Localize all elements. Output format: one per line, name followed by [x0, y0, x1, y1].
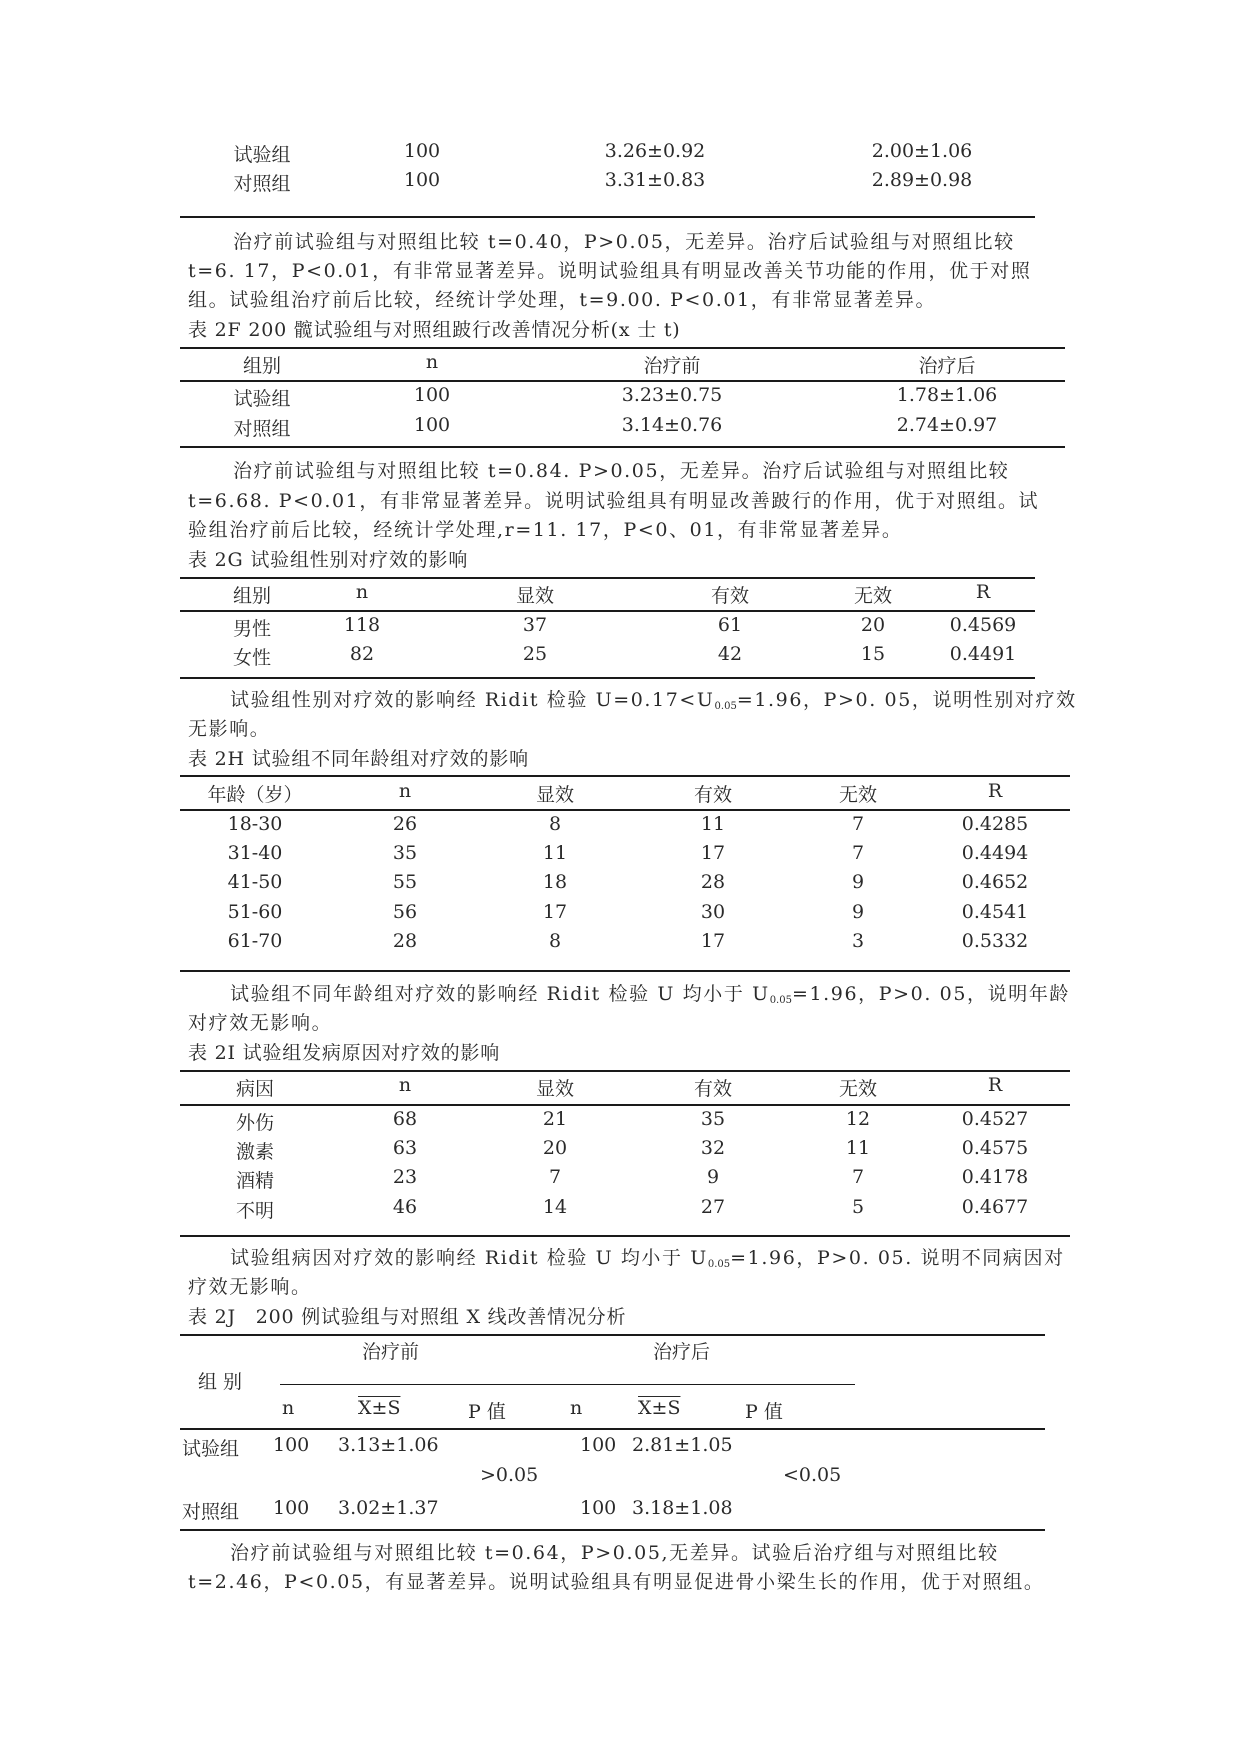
table-cell: 51-60 [227, 900, 283, 923]
header-cell: 无效 [838, 784, 878, 806]
table-bottom-rule [180, 1529, 1045, 1531]
cell-group: 试验组 [182, 1438, 240, 1460]
table-cell: 61-70 [227, 929, 283, 952]
table-header-rule [180, 1104, 1070, 1106]
header-cell: 治疗后 [918, 355, 976, 377]
cell-before: 3.14±0.76 [621, 414, 723, 436]
table-cell: 17 [700, 929, 726, 952]
table-bottom-rule [180, 970, 1070, 972]
cell-n-after: 100 [580, 1497, 617, 1519]
header-after: 治疗后 [653, 1341, 711, 1363]
table-cell: 20 [542, 1137, 568, 1160]
cell-n-after: 100 [580, 1434, 617, 1456]
table-cell: 42 [717, 643, 743, 665]
table-cell: 28 [392, 929, 418, 952]
table-cell: 23 [392, 1166, 418, 1189]
table-cell: 7 [548, 1166, 562, 1189]
cell-before: 3.02±1.37 [338, 1497, 439, 1519]
cell-before: 3.26±0.92 [604, 140, 706, 162]
text-run: =1.96，P>0. 05. 说明不同病因对 [730, 1247, 1065, 1269]
paragraph-line: t=6. 17，P<0.01，有非常显著差异。说明试验组具有明显改善关节功能的作用，优于对照 [188, 260, 1032, 282]
cell-after: 2.89±0.98 [871, 169, 973, 191]
table-cell: 5 [851, 1195, 865, 1218]
header-before: 治疗前 [362, 1341, 420, 1363]
header-cell: R [987, 780, 1003, 802]
table-cell: 17 [542, 900, 568, 923]
cell-n: 100 [413, 414, 451, 436]
cell-n: 100 [413, 384, 451, 406]
table-bottom-rule [180, 446, 1065, 448]
table-cell: 0.4569 [949, 614, 1017, 636]
cell-group: 试验组 [233, 144, 291, 166]
header-p-before: P 值 [468, 1401, 506, 1423]
table-caption: 表 2F 200 髋试验组与对照组跛行改善情况分析(x 士 t) [188, 319, 681, 341]
table-bottom-rule [180, 1235, 1070, 1237]
cell-after: 2.74±0.97 [896, 414, 998, 436]
table-cell: 30 [700, 900, 726, 923]
cell-after: 2.81±1.05 [632, 1434, 733, 1456]
header-cell: 显效 [515, 585, 555, 607]
table-cell: 8 [548, 813, 562, 835]
table-cell: 0.4677 [961, 1195, 1029, 1218]
header-cell: R [987, 1074, 1003, 1096]
cell-group: 试验组 [233, 388, 291, 410]
subscript: 0.05 [714, 701, 737, 712]
table-cell: 14 [542, 1195, 568, 1218]
table-cell: 27 [700, 1195, 726, 1218]
table-cell: 46 [392, 1195, 418, 1218]
table-cell: 男性 [232, 618, 272, 640]
table-cell: 外伤 [235, 1112, 275, 1134]
table-cell: 0.4652 [961, 871, 1029, 894]
header-cell: n [398, 1074, 412, 1096]
table-cell: 9 [851, 871, 865, 894]
table-caption: 表 2G 试验组性别对疗效的影响 [188, 549, 469, 571]
paragraph-line: 对疗效无影响。 [188, 1012, 333, 1034]
cell-n: 100 [403, 140, 441, 162]
table-cell: 7 [851, 1166, 865, 1189]
header-cell: 有效 [693, 1078, 733, 1100]
table-cell: 35 [700, 1108, 726, 1130]
table-cell: 0.4285 [961, 813, 1029, 835]
table-cell: 55 [392, 871, 418, 894]
subscript: 0.05 [769, 995, 792, 1006]
header-group: 组 别 [198, 1371, 243, 1393]
table-cell: 15 [860, 643, 886, 665]
table-cell: 37 [522, 614, 548, 636]
table-top-rule [180, 347, 1065, 349]
table-cell: 0.4494 [961, 842, 1029, 865]
text-run: 试验组性别对疗效的影响经 Ridit 检验 U=0.17<U [230, 689, 715, 711]
text-run: =1.96，P>0. 05，说明性别对疗效 [736, 689, 1077, 711]
table-cell: 9 [706, 1166, 720, 1189]
paragraph-line: t=6.68. P<0.01，有非常显著差异。说明试验组具有明显改善跛行的作用，优于对照组。试 [188, 490, 1040, 512]
cell-after: 3.18±1.08 [632, 1497, 733, 1519]
table-cell: 0.4541 [961, 900, 1029, 923]
table-cell: 11 [700, 813, 726, 835]
cell-after: 2.00±1.06 [871, 140, 973, 162]
header-mean-sd-before: X±S [358, 1397, 401, 1419]
table-top-rule [180, 1334, 1045, 1336]
header-cell: n [425, 351, 439, 373]
header-cell: n [355, 581, 369, 603]
header-n-after: n [570, 1397, 583, 1419]
table-cell: 32 [700, 1137, 726, 1160]
table-top-rule [180, 775, 1070, 777]
table-header-rule [180, 380, 1065, 382]
header-p-after: P 值 [745, 1401, 783, 1423]
cell-p-before: >0.05 [480, 1464, 539, 1486]
header-cell: 组别 [242, 355, 282, 377]
table-caption: 表 2J 200 例试验组与对照组 X 线改善情况分析 [188, 1306, 627, 1328]
table-header-rule [180, 809, 1070, 811]
table-cell: 18-30 [227, 813, 283, 835]
paragraph-line: 组。试验组治疗前后比较，经统计学处理，t=9.00. P<0.01，有非常显著差异。 [188, 289, 937, 311]
paragraph-line: t=2.46，P<0.05，有显著差异。说明试验组具有明显促进骨小梁生长的作用，优于对照组。 [188, 1571, 1045, 1593]
table-header-rule [180, 610, 1035, 612]
header-mean-sd-after: X±S [638, 1397, 681, 1419]
header-cell: 治疗前 [643, 355, 701, 377]
table-cell: 28 [700, 871, 726, 894]
cell-group: 对照组 [182, 1501, 240, 1523]
table-bottom-rule [180, 216, 1035, 218]
table-cell: 9 [851, 900, 865, 923]
table-cell: 7 [851, 813, 865, 835]
table-bottom-rule [180, 677, 1035, 679]
table-cell: 63 [392, 1137, 418, 1160]
table-cell: 不明 [235, 1199, 275, 1222]
table-cell: 61 [717, 614, 743, 636]
table-cell: 0.4491 [949, 643, 1017, 665]
header-n-before: n [282, 1397, 295, 1419]
cell-group: 对照组 [233, 418, 291, 440]
table-cell: 12 [845, 1108, 871, 1130]
cell-after: 1.78±1.06 [896, 384, 998, 406]
table-top-rule [180, 577, 1035, 579]
table-cell: 0.5332 [961, 929, 1029, 952]
table-cell: 0.4527 [961, 1108, 1029, 1130]
paragraph-line: 验组治疗前后比较，经统计学处理,r=11. 17，P<0、01，有非常显著差异。 [188, 519, 903, 541]
table-cell: 56 [392, 900, 418, 923]
table-header-rule [180, 1428, 1045, 1430]
table-cell: 68 [392, 1108, 418, 1130]
text-run: =1.96，P>0. 05，说明年龄 [791, 983, 1071, 1005]
header-cell: 有效 [710, 585, 750, 607]
header-cell: 显效 [535, 1078, 575, 1100]
table-cell: 31-40 [227, 842, 283, 865]
cell-p-after: <0.05 [783, 1464, 842, 1486]
header-cell: 年龄（岁） [207, 784, 303, 806]
header-cell: 无效 [853, 585, 893, 607]
text-run: 试验组病因对疗效的影响经 Ridit 检验 U 均小于 U [230, 1247, 708, 1269]
table-cell: 激素 [235, 1141, 275, 1164]
table-cell: 0.4178 [961, 1166, 1029, 1189]
table-cell: 17 [700, 842, 726, 865]
table-cell: 7 [851, 842, 865, 865]
paragraph-line: 治疗前试验组与对照组比较 t=0.64，P>0.05,无差异。试验后治疗组与对照组比较 [230, 1542, 999, 1564]
table-cell: 118 [343, 614, 381, 636]
table-cell: 18 [542, 871, 568, 894]
cell-n-before: 100 [273, 1497, 310, 1519]
table-cell: 酒精 [235, 1170, 275, 1193]
table-cell: 25 [522, 643, 548, 665]
table-cell: 11 [845, 1137, 871, 1160]
table-caption: 表 2H 试验组不同年龄组对疗效的影响 [188, 748, 529, 770]
table-caption: 表 2I 试验组发病原因对疗效的影响 [188, 1042, 501, 1064]
paragraph-line [230, 979, 1070, 1006]
table-cell: 21 [542, 1108, 568, 1130]
table-cell: 26 [392, 813, 418, 835]
paragraph-line: 无影响。 [188, 718, 271, 740]
paragraph-line [230, 685, 1077, 712]
cell-before: 3.13±1.06 [338, 1434, 439, 1456]
cell-before: 3.31±0.83 [604, 169, 706, 191]
table-top-rule [180, 1070, 1070, 1072]
paragraph-line [230, 1243, 1065, 1270]
cell-n: 100 [403, 169, 441, 191]
table-cell: 0.4575 [961, 1137, 1029, 1160]
table-cell: 8 [548, 929, 562, 952]
paragraph-line: 治疗前试验组与对照组比较 t=0.84. P>0.05，无差异。治疗后试验组与对照组比较 [233, 460, 1010, 482]
header-cell: 病因 [235, 1078, 275, 1100]
header-cell: 有效 [693, 784, 733, 806]
table-cell: 11 [542, 842, 568, 865]
header-span-rule [280, 1384, 855, 1385]
cell-n-before: 100 [273, 1434, 310, 1456]
table-cell: 82 [349, 643, 375, 665]
header-cell: 显效 [535, 784, 575, 806]
table-cell: 20 [860, 614, 886, 636]
paragraph-line: 治疗前试验组与对照组比较 t=0.40，P>0.05，无差异。治疗后试验组与对照组比较 [233, 231, 1015, 253]
header-cell: n [398, 780, 412, 802]
table-cell: 35 [392, 842, 418, 865]
table-cell: 41-50 [227, 871, 283, 894]
table-cell: 3 [851, 929, 865, 952]
cell-before: 3.23±0.75 [621, 384, 723, 406]
header-cell: 组别 [232, 585, 272, 607]
text-run: 试验组不同年龄组对疗效的影响经 Ridit 检验 U 均小于 U [230, 983, 770, 1005]
paragraph-line: 疗效无影响。 [188, 1276, 312, 1298]
header-cell: 无效 [838, 1078, 878, 1100]
header-cell: R [975, 581, 991, 603]
cell-group: 对照组 [233, 173, 291, 195]
table-cell: 女性 [232, 647, 272, 669]
subscript: 0.05 [707, 1259, 731, 1270]
